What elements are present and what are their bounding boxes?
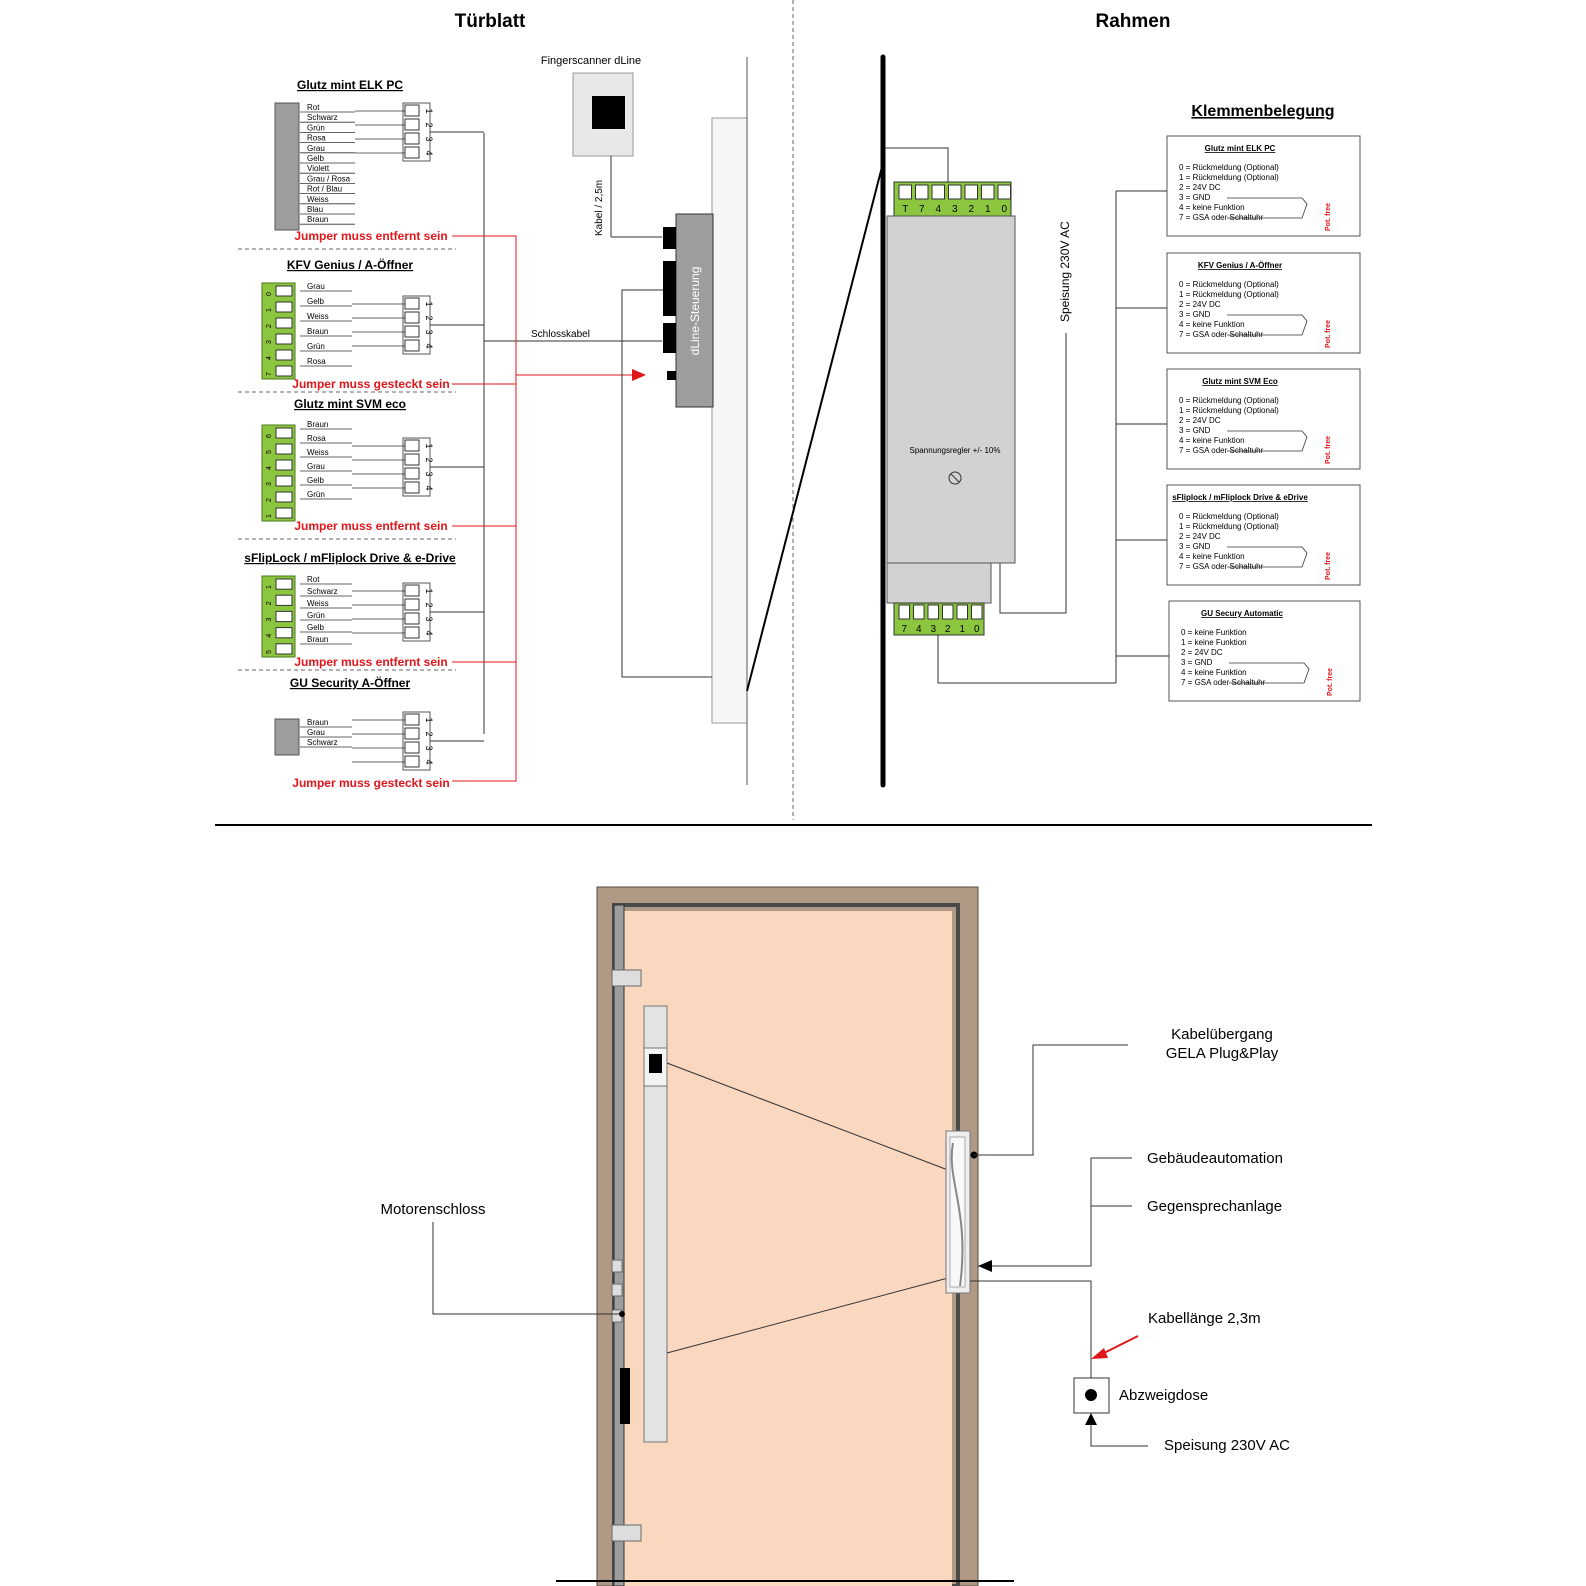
terminal-pin (405, 298, 419, 309)
connector-pin (276, 579, 292, 589)
terminal-slot (928, 605, 939, 619)
klemmen-box (1116, 253, 1360, 353)
terminal-label: 0 (973, 624, 980, 635)
wire-label: Grau (307, 728, 325, 737)
wire-label: Schwarz (307, 113, 338, 123)
connector-pin (276, 508, 292, 518)
terminal-slot (965, 185, 978, 199)
terminal-label: 2 (944, 624, 951, 635)
terminal-pin (405, 119, 419, 130)
kabellaenge-arrow-head (1091, 1348, 1108, 1359)
terminal-pin (405, 326, 419, 337)
callout-gebaeude (978, 1158, 1132, 1266)
controller-label: dLine-Steuerung (688, 266, 702, 356)
connector-pin (276, 334, 292, 344)
controller-port-4 (667, 371, 676, 380)
wire-label: Grün (307, 490, 325, 499)
regulator-label: Spannungsregler +/- 10% (909, 446, 1001, 455)
terminal-slot (914, 605, 925, 619)
connector-pin (276, 492, 292, 502)
connector-pin-label: 2 (266, 324, 273, 328)
klemmen-line: 4 = keine Funktion (1179, 552, 1245, 561)
crossover-cable-1 (747, 163, 883, 691)
wire-label: Rosa (307, 434, 326, 443)
terminal-label: 4 (915, 624, 922, 635)
connector-pin (276, 611, 292, 621)
wire-label: Violett (307, 164, 330, 174)
klemmen-boxes (1116, 136, 1360, 701)
hinge-top-icon (612, 970, 641, 986)
terminal-pin-label: 3 (424, 136, 434, 142)
klemmen-line: 7 = GSA oder Schaltuhr (1179, 446, 1264, 455)
klemmen-line: 0 = Rückmeldung (Optional) (1179, 396, 1279, 405)
connector-pin-label: 2 (266, 601, 273, 606)
connector-pin (276, 444, 292, 454)
connector-pin-label: 1 (266, 308, 273, 312)
wire-label: Weiss (307, 194, 329, 204)
connector-pin (276, 595, 292, 605)
terminal-pin-label: 4 (424, 759, 434, 765)
terminal-pin (405, 627, 419, 638)
kabel-label: Kabel / 2,5m (594, 179, 605, 236)
kabellaenge-label: Kabellänge 2,3m (1148, 1310, 1261, 1327)
wire-label: Rosa (307, 133, 326, 143)
door-leaf-profile (712, 118, 747, 723)
klemmen-line: 3 = GND (1179, 310, 1211, 319)
fingerscanner-sensor (592, 96, 625, 129)
lock-title: Glutz mint ELK PC (297, 78, 403, 92)
wire-label: Grau / Rosa (307, 174, 351, 184)
terminal-pin (405, 585, 419, 596)
connector-pin-label: 5 (266, 450, 273, 454)
klemmen-box (1116, 136, 1360, 236)
connector-pin-label: 5 (266, 649, 273, 654)
terminal-pin-label: 1 (424, 588, 434, 594)
klemmen-line: 3 = GND (1179, 193, 1211, 202)
terminal-pin-label: 4 (424, 485, 434, 491)
bottom-terminal-out (938, 635, 1116, 683)
terminal-slot (949, 185, 962, 199)
terminal-slot (899, 185, 912, 199)
klemmen-box (1116, 485, 1360, 585)
wire-label: Grau (307, 143, 325, 153)
wire-label: Braun (307, 635, 329, 644)
klemmen-line: 4 = keine Funktion (1179, 203, 1245, 212)
klemmen-line: 4 = keine Funktion (1181, 668, 1247, 677)
lock-title: Glutz mint SVM eco (293, 397, 407, 411)
terminal-pin-label: 1 (424, 443, 434, 449)
bolt-icon-1 (612, 1260, 622, 1272)
connector-pin-label: 3 (266, 340, 273, 344)
connector-pin-label: 1 (266, 585, 273, 590)
connector-pin (276, 350, 292, 360)
terminal-pin (405, 468, 419, 479)
callout-arrow (978, 1260, 992, 1272)
wire-label: Gelb (307, 476, 324, 485)
callout-kabeluebergang (974, 1045, 1128, 1155)
klemmen-line: 1 = keine Funktion (1181, 638, 1247, 647)
jumper-note: Jumper muss entfernt sein (294, 519, 448, 533)
connector-pin-label: 1 (266, 514, 273, 518)
terminal-pin-label: 2 (424, 731, 434, 737)
connector-pin-label: 2 (266, 498, 273, 502)
klemmen-box-title: KFV Genius / A-Öffner (1197, 261, 1283, 270)
klemmen-line: 1 = Rückmeldung (Optional) (1179, 173, 1279, 182)
jumper-note: Jumper muss gesteckt sein (292, 776, 450, 790)
hinge-bottom-icon (612, 1525, 641, 1541)
callout-motorenschloss (433, 1222, 622, 1314)
supply-arrow (1085, 1413, 1097, 1425)
wire-label: Grau (307, 462, 325, 471)
lock-block (238, 551, 484, 670)
wire-label: Gelb (307, 623, 324, 632)
lock-block (238, 397, 484, 539)
klemmen-box-title: Glutz mint SVM Eco (1202, 377, 1278, 386)
klemmen-line: 0 = Rückmeldung (Optional) (1179, 512, 1279, 521)
klemmen-line: 0 = Rückmeldung (Optional) (1179, 280, 1279, 289)
connector-pin-label: 3 (266, 617, 273, 622)
kabeluebergang-label-1: Kabelübergang (1171, 1026, 1273, 1043)
wire-label: Braun (307, 215, 329, 225)
connector-pin (276, 460, 292, 470)
pot-free-label: Pot. free (1325, 319, 1332, 348)
terminal-label: 7 (918, 204, 925, 215)
klemmen-line: 3 = GND (1181, 658, 1213, 667)
pot-free-label: Pot. free (1325, 435, 1332, 464)
terminal-label: 7 (901, 624, 908, 635)
terminal-pin (405, 147, 419, 158)
terminal-pin-label: 2 (424, 122, 434, 128)
klemmen-line: 0 = keine Funktion (1181, 628, 1247, 637)
lock-wiring-blocks (238, 78, 484, 790)
voltage-regulator (887, 216, 1015, 563)
klemmen-line: 2 = 24V DC (1179, 532, 1221, 541)
terminal-pin-label: 1 (424, 108, 434, 114)
abzweigdose-dot (1085, 1389, 1097, 1401)
terminal-pin (405, 714, 419, 725)
gegensprech-label: Gegensprechanlage (1147, 1198, 1283, 1215)
terminal-slot (932, 185, 945, 199)
terminal-pin-label: 4 (424, 630, 434, 636)
klemmen-line: 4 = keine Funktion (1179, 436, 1245, 445)
speisung-label: Speisung 230V AC (1164, 1437, 1290, 1454)
connector-pin (276, 302, 292, 312)
klemmen-line: 7 = GSA oder Schaltuhr (1179, 330, 1264, 339)
klemmen-line: 2 = 24V DC (1179, 416, 1221, 425)
terminal-pin (405, 742, 419, 753)
header-rahmen: Rahmen (1095, 11, 1171, 32)
klemmen-box-title: GU Secury Automatic (1201, 609, 1283, 618)
top-terminal-lead (885, 148, 948, 182)
terminal-label: 1 (959, 624, 966, 635)
lock-connector (262, 425, 295, 521)
wire-label: Blau (307, 205, 324, 214)
klemmen-line: 4 = keine Funktion (1179, 320, 1245, 329)
wire-label: Grün (307, 611, 325, 620)
klemmen-title: Klemmenbelegung (1191, 103, 1335, 120)
connector-pin (276, 428, 292, 438)
terminal-pin (405, 340, 419, 351)
door-scanner-sensor (649, 1054, 662, 1073)
terminal-pin-label: 2 (424, 602, 434, 608)
terminal-slot (916, 185, 929, 199)
speisung-vertical-label: Speisung 230V AC (1058, 221, 1072, 322)
wire-label: Grau (307, 282, 325, 291)
connector-pin (276, 318, 292, 328)
wire-label: Braun (307, 420, 329, 429)
controller-port-2 (663, 261, 676, 316)
wire-label: Weiss (307, 312, 329, 321)
connector-pin (276, 476, 292, 486)
pot-free-label: Pot. free (1327, 667, 1334, 696)
wire-label: Grün (307, 342, 325, 351)
regulator-base (887, 563, 991, 603)
klemmen-box (1116, 601, 1360, 701)
terminal-pin-label: 4 (424, 343, 434, 349)
klemmen-box (1116, 369, 1360, 469)
wire-label: Schwarz (307, 738, 338, 747)
terminal-label: 3 (930, 624, 937, 635)
wire-label: Rot / Blau (307, 184, 343, 194)
abzweigdose-label: Abzweigdose (1119, 1387, 1209, 1404)
connector-pin-label: 7 (266, 372, 273, 376)
wire-label: Braun (307, 327, 329, 336)
terminal-pin (405, 756, 419, 767)
terminal-pin-label: 1 (424, 717, 434, 723)
wire-label: Rosa (307, 357, 326, 366)
schlosskabel-label: Schlosskabel (531, 329, 590, 340)
terminal-label: 4 (935, 204, 942, 215)
controller-port-1 (663, 227, 676, 249)
cable-to-abzweigdose (970, 1281, 1091, 1385)
door-hinge-side-strip (614, 905, 624, 1586)
wire-label: Weiss (307, 448, 329, 457)
header-tuerblatt: Türblatt (454, 11, 526, 32)
jumper-taps (452, 375, 636, 662)
jumper-note: Jumper muss gesteckt sein (292, 377, 450, 391)
klemmen-line: 2 = 24V DC (1179, 183, 1221, 192)
klemmen-line: 3 = GND (1179, 542, 1211, 551)
wire-label: Grün (307, 123, 325, 133)
connector-pin (276, 286, 292, 296)
controller-port-3 (663, 323, 676, 353)
lock-connector (262, 283, 295, 379)
lock-block (238, 78, 484, 249)
pot-free-label: Pot. free (1325, 551, 1332, 580)
jumper-arrow (632, 369, 646, 381)
motorenschloss-dot (619, 1311, 625, 1317)
terminal-label: 0 (1001, 204, 1008, 215)
terminal-pin (405, 105, 419, 116)
wire-label: Gelb (307, 297, 324, 306)
klemmen-line: 1 = Rückmeldung (Optional) (1179, 522, 1279, 531)
terminal-slot (972, 605, 983, 619)
lock-block (275, 675, 484, 790)
klemmen-line: 2 = 24V DC (1181, 648, 1223, 657)
connector-pin-label: 0 (266, 292, 273, 296)
jumper-note: Jumper muss entfernt sein (294, 229, 448, 243)
klemmen-line: 7 = GSA oder Schaltuhr (1181, 678, 1266, 687)
door-leaf (620, 911, 952, 1586)
klemmen-box-title: Glutz mint ELK PC (1204, 144, 1276, 153)
wire-label: Rot (307, 575, 320, 584)
terminal-pin-label: 3 (424, 745, 434, 751)
terminal-pin-label: 2 (424, 457, 434, 463)
motorenschloss-label: Motorenschloss (380, 1201, 486, 1218)
terminal-pin-label: 1 (424, 301, 434, 307)
wire-label: Rot (307, 103, 320, 112)
terminal-label: 3 (951, 204, 958, 215)
klemmen-box-title: sFliplock / mFliplock Drive & eDrive (1172, 493, 1308, 502)
terminal-pin (405, 312, 419, 323)
lock-title: GU Security A-Öffner (289, 676, 411, 690)
jumper-note: Jumper muss entfernt sein (294, 655, 448, 669)
kabeluebergang-label-2: GELA Plug&Play (1165, 1045, 1279, 1062)
kabellaenge-arrow-line (1100, 1336, 1138, 1355)
terminal-pin (405, 599, 419, 610)
connector-pin (276, 366, 292, 376)
connector-pin-label: 4 (266, 633, 273, 638)
lock-connector (275, 719, 299, 755)
connector-pin-label: 6 (266, 434, 273, 438)
terminal-slot (998, 185, 1011, 199)
wire-label: Braun (307, 718, 329, 727)
connector-pin (276, 628, 292, 638)
terminal-label: 2 (968, 204, 975, 215)
terminal-slot (957, 605, 968, 619)
terminal-pin (405, 613, 419, 624)
klemmen-line: 0 = Rückmeldung (Optional) (1179, 163, 1279, 172)
connector-pin-label: 3 (266, 482, 273, 486)
terminal-label: 1 (984, 204, 991, 215)
connector-pin (276, 644, 292, 654)
connector-pin-label: 4 (266, 356, 273, 360)
wire-label: Schwarz (307, 587, 338, 596)
lock-block (238, 257, 484, 392)
fingerscanner-label: Fingerscanner dLine (540, 55, 642, 67)
terminal-pin-label: 4 (424, 150, 434, 156)
lock-connector (275, 103, 299, 230)
lock-title: sFlipLock / mFliplock Drive & e-Drive (244, 551, 456, 565)
klemmen-line: 1 = Rückmeldung (Optional) (1179, 406, 1279, 415)
motor-lock-case (620, 1368, 630, 1424)
klemmen-line: 7 = GSA oder Schaltuhr (1179, 562, 1264, 571)
bolt-icon-2 (612, 1284, 622, 1296)
terminal-pin-label: 2 (424, 315, 434, 321)
pot-free-label: Pot. free (1325, 202, 1332, 231)
terminal-pin (405, 440, 419, 451)
terminal-slot (982, 185, 995, 199)
klemmen-line: 1 = Rückmeldung (Optional) (1179, 290, 1279, 299)
klemmen-line: 2 = 24V DC (1179, 300, 1221, 309)
gebaeude-label: Gebäudeautomation (1147, 1150, 1283, 1167)
terminal-pin (405, 454, 419, 465)
terminal-slot (899, 605, 910, 619)
terminal-label: T (902, 204, 909, 215)
terminal-pin (405, 133, 419, 144)
terminal-pin-label: 3 (424, 471, 434, 477)
terminal-slot (943, 605, 954, 619)
wire-label: Weiss (307, 599, 329, 608)
lock-title: KFV Genius / A-Öffner (286, 258, 414, 272)
wire-label: Gelb (307, 154, 324, 163)
supply-line (1091, 1425, 1148, 1446)
terminal-pin-label: 3 (424, 329, 434, 335)
terminal-pin (405, 482, 419, 493)
klemmen-line: 7 = GSA oder Schaltuhr (1179, 213, 1264, 222)
terminal-pin (405, 728, 419, 739)
klemmen-line: 3 = GND (1179, 426, 1211, 435)
terminal-pin-label: 3 (424, 616, 434, 622)
connector-pin-label: 4 (266, 466, 273, 470)
